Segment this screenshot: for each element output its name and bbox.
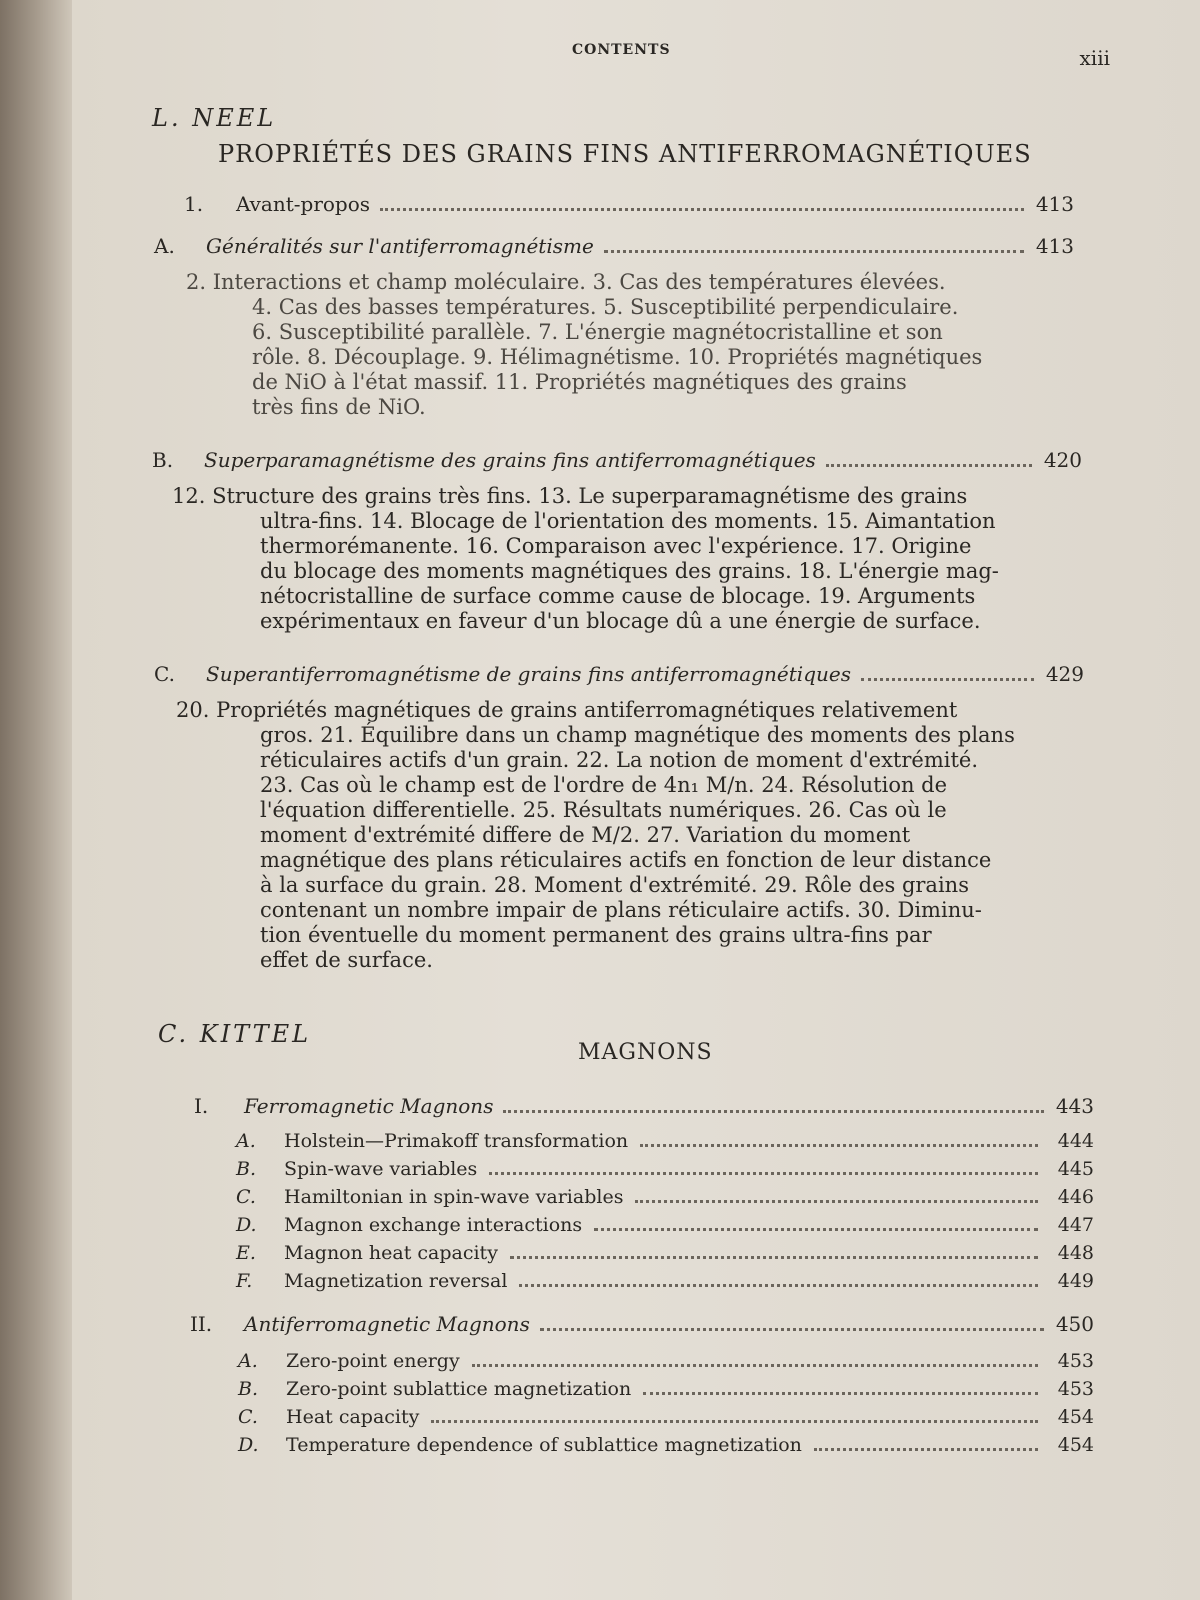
toc-subentry[interactable] bbox=[236, 1214, 1094, 1236]
para-line: rôle. 8. Découplage. 9. Hélimagnétisme. 10. Propriétés magnétiques bbox=[252, 345, 983, 369]
sub-text: Temperature dependence of sublattice magnetization bbox=[286, 1434, 802, 1456]
book-binding-shadow bbox=[0, 0, 72, 1600]
para-line: 12. Structure des grains très fins. 13. Le superparamagnétisme des grains bbox=[172, 484, 968, 508]
sub-letter: D. bbox=[238, 1434, 259, 1456]
sub-page: 448 bbox=[1057, 1242, 1094, 1264]
para-line: 6. Susceptibilité parallèle. 7. L'énergie magnétocristalline et son bbox=[252, 320, 943, 344]
toc-subentry[interactable] bbox=[236, 1242, 1094, 1264]
section-page: 420 bbox=[1043, 448, 1082, 472]
para-line: 2. Interactions et champ moléculaire. 3. Cas des températures élevées. bbox=[186, 270, 946, 294]
sub-page: 453 bbox=[1057, 1378, 1094, 1400]
sub-text: Magnon exchange interactions bbox=[284, 1214, 583, 1236]
para-line: moment d'extrémité differe de M/2. 27. Variation du moment bbox=[260, 823, 911, 847]
leader-dots bbox=[503, 1098, 1044, 1113]
para-line: expérimentaux en faveur d'un blocage dû a une énergie de surface. bbox=[260, 609, 981, 633]
sub-text: Spin-wave variables bbox=[284, 1158, 478, 1180]
sub-letter: E. bbox=[236, 1242, 256, 1264]
toc-part-2[interactable] bbox=[190, 1312, 1094, 1336]
toc-subentry[interactable] bbox=[236, 1186, 1094, 1208]
toc-part-1[interactable] bbox=[194, 1094, 1094, 1118]
section-page: 413 bbox=[1035, 234, 1074, 258]
entry-text: Avant-propos bbox=[236, 192, 371, 216]
para-line: tion éventuelle du moment permanent des grains ultra-fins par bbox=[260, 923, 932, 947]
sub-page: 454 bbox=[1057, 1406, 1094, 1428]
toc-subentry[interactable] bbox=[238, 1406, 1094, 1428]
sub-letter: B. bbox=[236, 1158, 257, 1180]
para-line: ultra-fins. 14. Blocage de l'orientation des moments. 15. Aimantation bbox=[260, 509, 996, 533]
leader-dots bbox=[519, 1272, 1038, 1287]
leader-dots bbox=[640, 1132, 1038, 1147]
para-line: magnétique des plans réticulaires actifs en fonction de leur distance bbox=[260, 848, 992, 872]
para-line: 23. Cas où le champ est de l'ordre de 4n₁ M/n. 24. Résolution de bbox=[260, 773, 948, 797]
part-number: I. bbox=[194, 1094, 209, 1118]
leader-dots bbox=[604, 238, 1024, 253]
sub-text: Zero-point energy bbox=[286, 1350, 460, 1372]
sub-page: 444 bbox=[1057, 1130, 1094, 1152]
part-text: Antiferromagnetic Magnons bbox=[244, 1312, 530, 1336]
para-line: à la surface du grain. 28. Moment d'extrémité. 29. Rôle des grains bbox=[260, 873, 969, 897]
leader-dots bbox=[489, 1160, 1038, 1175]
para-line: 20. Propriétés magnétiques de grains antiferromagnétiques relativement bbox=[176, 698, 958, 722]
chapter-title-kittel: MAGNONS bbox=[578, 1040, 713, 1065]
leader-dots bbox=[431, 1408, 1038, 1423]
toc-subentry[interactable] bbox=[238, 1350, 1094, 1372]
para-line: très fins de NiO. bbox=[252, 395, 426, 419]
para-line: thermorémanente. 16. Comparaison avec l'expérience. 17. Origine bbox=[260, 534, 972, 558]
toc-subentry[interactable] bbox=[238, 1434, 1094, 1456]
sub-letter: A. bbox=[238, 1350, 258, 1372]
author-neel: L. NEEL bbox=[152, 104, 277, 132]
part-number: II. bbox=[190, 1312, 213, 1336]
entry-page: 413 bbox=[1035, 192, 1074, 216]
para-line: l'équation differentielle. 25. Résultats numériques. 26. Cas où le bbox=[260, 798, 947, 822]
sub-page: 454 bbox=[1057, 1434, 1094, 1456]
toc-section-c[interactable] bbox=[154, 662, 1084, 686]
running-head: CONTENTS bbox=[572, 42, 671, 58]
toc-subentry[interactable] bbox=[236, 1270, 1094, 1292]
para-line: gros. 21. Équilibre dans un champ magnétique des moments des plans bbox=[260, 723, 1015, 747]
sub-letter: B. bbox=[238, 1378, 259, 1400]
toc-section-b[interactable] bbox=[152, 448, 1082, 472]
sub-letter: D. bbox=[236, 1214, 257, 1236]
page-number: xiii bbox=[1079, 46, 1110, 70]
toc-subentry[interactable] bbox=[238, 1378, 1094, 1400]
leader-dots bbox=[380, 196, 1024, 211]
section-letter: A. bbox=[154, 234, 175, 258]
paragraph-section-b bbox=[172, 484, 1082, 634]
sub-page: 446 bbox=[1057, 1186, 1094, 1208]
sub-page: 445 bbox=[1057, 1158, 1094, 1180]
book-page bbox=[72, 0, 1200, 1600]
sub-text: Magnon heat capacity bbox=[284, 1242, 498, 1264]
sub-letter: C. bbox=[238, 1406, 258, 1428]
sub-page: 447 bbox=[1057, 1214, 1094, 1236]
paragraph-section-a bbox=[186, 270, 1076, 420]
para-line: du blocage des moments magnétiques des grains. 18. L'énergie mag- bbox=[260, 559, 999, 583]
sub-page: 453 bbox=[1057, 1350, 1094, 1372]
entry-number: 1. bbox=[184, 192, 204, 216]
sub-letter: C. bbox=[236, 1186, 256, 1208]
para-line: effet de surface. bbox=[260, 948, 433, 972]
leader-dots bbox=[472, 1352, 1038, 1367]
leader-dots bbox=[594, 1216, 1038, 1231]
leader-dots bbox=[643, 1380, 1038, 1395]
sub-letter: A. bbox=[236, 1130, 256, 1152]
leader-dots bbox=[826, 452, 1032, 467]
leader-dots bbox=[540, 1316, 1044, 1331]
leader-dots bbox=[510, 1244, 1038, 1259]
section-text: Superparamagnétisme des grains fins antiferromagnétiques bbox=[204, 448, 816, 472]
sub-text: Magnetization reversal bbox=[284, 1270, 508, 1292]
section-text: Superantiferromagnétisme de grains fins antiferromagnétiques bbox=[206, 662, 851, 686]
section-page: 429 bbox=[1045, 662, 1084, 686]
paragraph-section-c bbox=[176, 698, 1086, 973]
part-page: 443 bbox=[1055, 1094, 1094, 1118]
sub-text: Zero-point sublattice magnetization bbox=[286, 1378, 632, 1400]
toc-section-a[interactable] bbox=[154, 234, 1074, 258]
toc-subentry[interactable] bbox=[236, 1130, 1094, 1152]
para-line: 4. Cas des basses températures. 5. Susceptibilité perpendiculaire. bbox=[252, 295, 959, 319]
part-page: 450 bbox=[1055, 1312, 1094, 1336]
section-text: Généralités sur l'antiferromagnétisme bbox=[206, 234, 594, 258]
part-text: Ferromagnetic Magnons bbox=[244, 1094, 494, 1118]
sub-text: Heat capacity bbox=[286, 1406, 420, 1428]
author-kittel: C. KITTEL bbox=[158, 1020, 312, 1048]
leader-dots bbox=[635, 1188, 1038, 1203]
leader-dots bbox=[814, 1436, 1038, 1451]
sub-text: Hamiltonian in spin-wave variables bbox=[284, 1186, 624, 1208]
leader-dots bbox=[861, 666, 1034, 681]
sub-letter: F. bbox=[236, 1270, 253, 1292]
chapter-title-neel: PROPRIÉTÉS DES GRAINS FINS ANTIFERROMAGNÉTIQUES bbox=[218, 140, 1032, 168]
sub-page: 449 bbox=[1057, 1270, 1094, 1292]
section-letter: C. bbox=[154, 662, 175, 686]
section-letter: B. bbox=[152, 448, 174, 472]
toc-entry-avant-propos[interactable] bbox=[184, 192, 1074, 216]
para-line: de NiO à l'état massif. 11. Propriétés magnétiques des grains bbox=[252, 370, 907, 394]
sub-text: Holstein—Primakoff transformation bbox=[284, 1130, 629, 1152]
para-line: réticulaires actifs d'un grain. 22. La notion de moment d'extrémité. bbox=[260, 748, 978, 772]
toc-subentry[interactable] bbox=[236, 1158, 1094, 1180]
para-line: contenant un nombre impair de plans réticulaire actifs. 30. Diminu- bbox=[260, 898, 982, 922]
para-line: nétocristalline de surface comme cause de blocage. 19. Arguments bbox=[260, 584, 976, 608]
